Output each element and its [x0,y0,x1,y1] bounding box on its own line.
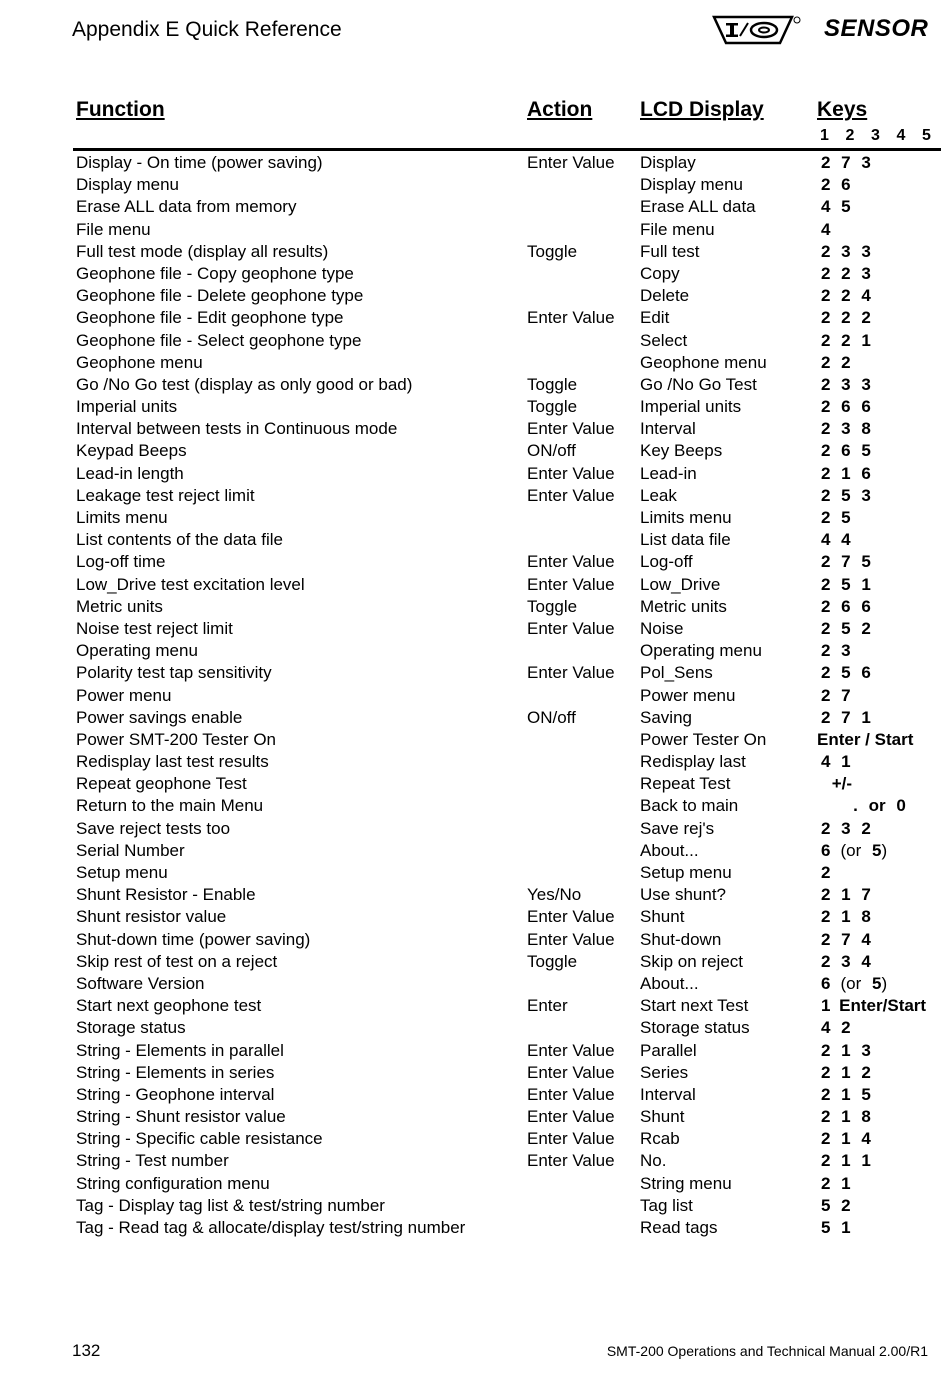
lcd-display-cell: Rcab [640,1129,680,1149]
keys-cell: 4 2 [821,1018,851,1038]
action-cell: Enter Value [527,1129,615,1149]
function-cell: Storage status [76,1018,186,1038]
function-cell: String configuration menu [76,1173,270,1193]
action-cell: ON/off [527,707,576,727]
keys-cell: 2 6 6 [821,397,871,417]
function-cell: Display - On time (power saving) [76,153,323,172]
lcd-display-cell: Display menu [640,175,743,195]
keys-cell: 2 5 2 [821,618,871,638]
keys-cell: 2 7 5 [821,552,871,572]
keys-cell: 2 3 3 [821,241,871,261]
keys-cell: 2 2 3 [821,263,871,283]
column-header-lcd-display: LCD Display [640,98,764,121]
table-row [0,596,950,618]
keys-cell: 5 1 [821,1218,851,1237]
function-cell: Software Version [76,973,205,993]
lcd-display-cell: Log-off [640,552,693,572]
function-cell: Repeat geophone Test [76,774,247,794]
table-row [0,1150,950,1172]
table-row [0,152,950,174]
keys-cell: 5 2 [821,1195,851,1215]
keys-cell: 2 1 8 [821,1107,871,1127]
keys-cell: 2 7 3 [821,153,871,172]
key-number: 2 [845,127,855,144]
lcd-display-cell: Key Beeps [640,441,723,461]
keys-cell: 2 3 8 [821,419,871,439]
key-numbers [820,127,948,145]
table-row [0,529,950,551]
keys-cell: 2 5 6 [821,663,871,683]
lcd-display-cell: Repeat Test [640,774,731,794]
lcd-display-cell: Storage status [640,1018,750,1038]
lcd-display-cell: Power menu [640,685,736,705]
lcd-display-cell: Saving [640,707,692,727]
table-row [0,1040,950,1062]
function-cell: Full test mode (display all results) [76,241,329,261]
table-row [0,640,950,662]
function-cell: String - Test number [76,1151,229,1171]
keys-alternative: 5 [871,973,882,993]
keys-cell: 2 1 4 [821,1129,871,1149]
table-row [0,973,950,995]
table-row [0,906,950,928]
function-cell: Leakage test reject limit [76,485,255,505]
lcd-display-cell: Save rej's [640,818,715,838]
lcd-display-cell: Shunt [640,907,685,927]
function-cell: Setup menu [76,863,168,882]
table-row [0,440,950,462]
function-cell: Start next geophone test [76,996,262,1016]
keys-cell: 4 4 [821,530,851,550]
lcd-display-cell: Select [640,330,688,350]
table-row [0,1106,950,1128]
lcd-display-cell: Geophone menu [640,352,767,372]
keys-alternative: 5 [871,840,882,860]
function-cell: File menu [76,219,151,239]
keys-alternative-prefix: (or [840,973,872,993]
action-cell: Toggle [527,951,578,971]
action-cell: Toggle [527,397,578,417]
table-row [0,751,950,773]
lcd-display-cell: Pol_Sens [640,663,713,683]
function-cell: String - Shunt resistor value [76,1107,286,1127]
function-cell: String - Specific cable resistance [76,1129,323,1149]
keys-cell: 2 1 7 [821,885,871,905]
lcd-display-cell: Series [640,1062,689,1082]
action-cell: Toggle [527,241,578,261]
table-row [0,862,950,884]
function-cell: Skip rest of test on a reject [76,951,278,971]
table-row [0,418,950,440]
function-cell: Shut-down time (power saving) [76,929,311,949]
table-row [0,1017,950,1039]
action-cell: Enter Value [527,929,615,949]
function-cell: Tag - Display tag list & test/string number [76,1195,385,1215]
action-cell: Enter Value [527,1040,615,1060]
keys-cell: 2 5 [821,508,851,527]
lcd-display-cell: Use shunt? [640,885,726,905]
keys-cell: . or 0 [821,796,906,816]
io-logo-icon [712,14,802,46]
page-title: Appendix E Quick Reference [72,18,342,41]
action-cell: Yes/No [527,885,582,905]
lcd-display-cell: Noise [640,618,684,638]
table-row [0,307,950,329]
function-cell: Operating menu [76,641,198,661]
lcd-display-cell: Delete [640,286,690,306]
table-row [0,196,950,218]
lcd-display-cell: Copy [640,263,680,283]
function-cell: Geophone menu [76,352,203,372]
column-header-action: Action [527,98,593,121]
lcd-display-cell: No. [640,1151,667,1171]
lcd-display-cell: Start next Test [640,996,749,1016]
function-cell: Geophone file - Copy geophone type [76,263,354,283]
table-row [0,219,950,241]
table-row [0,618,950,640]
keys-cell: 4 5 [821,197,851,217]
lcd-display-cell: About... [640,973,699,993]
function-cell: Go /No Go test (display as only good or bad) [76,374,413,394]
keys-cell: 2 2 4 [821,286,871,306]
keys-alternative-suffix: ) [881,840,888,860]
keys-cell: 2 5 1 [821,574,871,594]
keys-cell: 2 1 6 [821,463,871,483]
keys-cell [821,973,887,995]
function-cell: Tag - Read tag & allocate/display test/string number [76,1218,466,1237]
table-row [0,1084,950,1106]
lcd-display-cell: String menu [640,1173,732,1193]
header-divider [73,148,941,151]
key-number: 1 [820,127,829,144]
table-row [0,551,950,573]
action-cell: Enter Value [527,1151,615,1171]
key-number: 5 [922,127,931,144]
function-cell: Imperial units [76,397,178,417]
table-row [0,685,950,707]
table-row [0,818,950,840]
keys-cell: 4 [821,219,831,239]
function-cell: Power SMT-200 Tester On [76,729,276,749]
function-cell: Polarity test tap sensitivity [76,663,272,683]
keys-cell: 2 7 1 [821,707,871,727]
action-cell: Toggle [527,596,578,616]
table-row [0,1128,950,1150]
lcd-display-cell: Lead-in [640,463,697,483]
action-cell: Enter Value [527,1107,615,1127]
table-row [0,729,950,751]
keys-cell: 2 3 3 [821,374,871,394]
function-cell: Geophone file - Delete geophone type [76,286,364,306]
function-cell: String - Elements in parallel [76,1040,284,1060]
lcd-display-cell: Metric units [640,596,727,616]
lcd-display-cell: Read tags [640,1218,718,1237]
action-cell: Enter Value [527,463,615,483]
keys-cell: 2 3 2 [821,818,871,838]
keys-cell: 2 2 2 [821,308,871,328]
function-cell: Erase ALL data from memory [76,197,297,217]
function-cell: Geophone file - Edit geophone type [76,308,344,328]
action-cell: Enter Value [527,907,615,927]
lcd-display-cell: Imperial units [640,397,742,417]
lcd-display-cell: Skip on reject [640,951,743,971]
keys-cell: 2 1 8 [821,907,871,927]
table-row [0,884,950,906]
table-row [0,330,950,352]
action-cell: Toggle [527,374,578,394]
function-cell: Shunt Resistor - Enable [76,885,256,905]
keys-cell: 2 5 3 [821,485,871,505]
keys-alternative-prefix: (or [840,840,872,860]
table-row [0,795,950,817]
keys-cell: 2 1 5 [821,1084,871,1104]
keys-cell: +/- [821,774,853,794]
brand-name: SENSOR [824,15,929,42]
lcd-display-cell: Leak [640,485,677,505]
column-header-function: Function [76,98,165,121]
function-cell: Geophone file - Select geophone type [76,330,362,350]
action-cell: Enter Value [527,308,615,328]
keys-cell: 2 3 4 [821,951,871,971]
keys-cell: 2 1 1 [821,1151,871,1171]
action-cell: Enter Value [527,1062,615,1082]
table-row [0,840,950,862]
function-cell: Redisplay last test results [76,752,269,772]
keys-value: 6 [821,840,831,860]
keys-cell: 2 6 [821,175,851,195]
lcd-display-cell: Redisplay last [640,752,746,772]
function-cell: Lead-in length [76,463,184,483]
keys-cell: 2 1 2 [821,1062,871,1082]
manual-title: SMT-200 Operations and Technical Manual 2.00/R1 [606,1343,928,1359]
function-cell: Save reject tests too [76,818,231,838]
lcd-display-cell: Interval [640,419,696,439]
action-cell: Enter Value [527,663,615,683]
action-cell: Enter Value [527,485,615,505]
lcd-display-cell: Power Tester On [640,729,767,749]
key-number: 4 [896,127,906,144]
function-cell: Power savings enable [76,707,243,727]
lcd-display-cell: Full test [640,241,700,261]
page-number: 132 [72,1341,101,1360]
function-cell: Keypad Beeps [76,441,187,461]
lcd-display-cell: Go /No Go Test [640,374,757,394]
keys-cell: 2 1 [821,1173,851,1193]
keys-cell: 2 7 [821,685,851,705]
keys-cell: 1 Enter/Start [821,996,927,1016]
table-row [0,773,950,795]
function-cell: String - Geophone interval [76,1084,275,1104]
table-row [0,463,950,485]
lcd-display-cell: Back to main [640,796,739,816]
table-row [0,574,950,596]
keys-value: 6 [821,973,831,993]
lcd-display-cell: Limits menu [640,508,732,527]
keys-cell: 2 6 6 [821,596,871,616]
lcd-display-cell: Display [640,153,696,172]
keys-cell [821,840,887,862]
action-cell: Enter Value [527,153,615,172]
action-cell: Enter Value [527,419,615,439]
table-row [0,241,950,263]
table-row [0,1173,950,1195]
reference-table [0,152,950,1239]
lcd-display-cell: Low_Drive [640,574,721,594]
function-cell: Power menu [76,685,172,705]
function-cell: Limits menu [76,508,168,527]
table-row [0,485,950,507]
table-row [0,929,950,951]
action-cell: Enter Value [527,574,615,594]
lcd-display-cell: List data file [640,530,731,550]
function-cell: Low_Drive test excitation level [76,574,305,594]
action-cell: Enter Value [527,1084,615,1104]
table-row [0,507,950,529]
action-cell: ON/off [527,441,576,461]
keys-cell: 2 2 [821,352,851,372]
key-number: 3 [871,127,880,144]
function-cell: List contents of the data file [76,530,283,550]
lcd-display-cell: Operating menu [640,641,762,661]
table-row [0,951,950,973]
function-cell: Metric units [76,596,163,616]
table-row [0,285,950,307]
lcd-display-cell: Parallel [640,1040,697,1060]
function-cell: Noise test reject limit [76,618,233,638]
table-row [0,396,950,418]
function-cell: Serial Number [76,840,185,860]
keys-cell: 2 2 1 [821,330,871,350]
lcd-display-cell: Setup menu [640,863,732,882]
lcd-display-cell: Shunt [640,1107,685,1127]
action-cell: Enter [527,996,568,1016]
keys-cell: 2 6 5 [821,441,871,461]
function-cell: Shunt resistor value [76,907,227,927]
lcd-display-cell: Tag list [640,1195,693,1215]
table-row [0,263,950,285]
keys-cell: 2 7 4 [821,929,871,949]
keys-cell: 4 1 [821,752,851,772]
lcd-display-cell: Edit [640,308,670,328]
lcd-display-cell: File menu [640,219,715,239]
action-cell: Enter Value [527,618,615,638]
keys-cell: 2 [821,863,831,882]
function-cell: Return to the main Menu [76,796,264,816]
function-cell: Interval between tests in Continuous mode [76,419,398,439]
table-row [0,995,950,1017]
table-row [0,1062,950,1084]
table-row [0,1195,950,1217]
column-header-keys: Keys [817,98,868,121]
keys-cell: 2 1 3 [821,1040,871,1060]
function-cell: Display menu [76,175,179,195]
table-row [0,352,950,374]
action-cell: Enter Value [527,552,615,572]
table-row [0,662,950,684]
lcd-display-cell: Shut-down [640,929,722,949]
lcd-display-cell: About... [640,840,699,860]
lcd-display-cell: Erase ALL data [640,197,756,217]
table-row [0,1217,950,1239]
table-row [0,374,950,396]
table-row [0,707,950,729]
table-row [0,174,950,196]
keys-alternative-suffix: ) [881,973,888,993]
keys-cell: Enter / Start [817,729,914,749]
function-cell: Log-off time [76,552,166,572]
lcd-display-cell: Interval [640,1084,696,1104]
function-cell: String - Elements in series [76,1062,275,1082]
keys-cell: 2 3 [821,641,851,661]
